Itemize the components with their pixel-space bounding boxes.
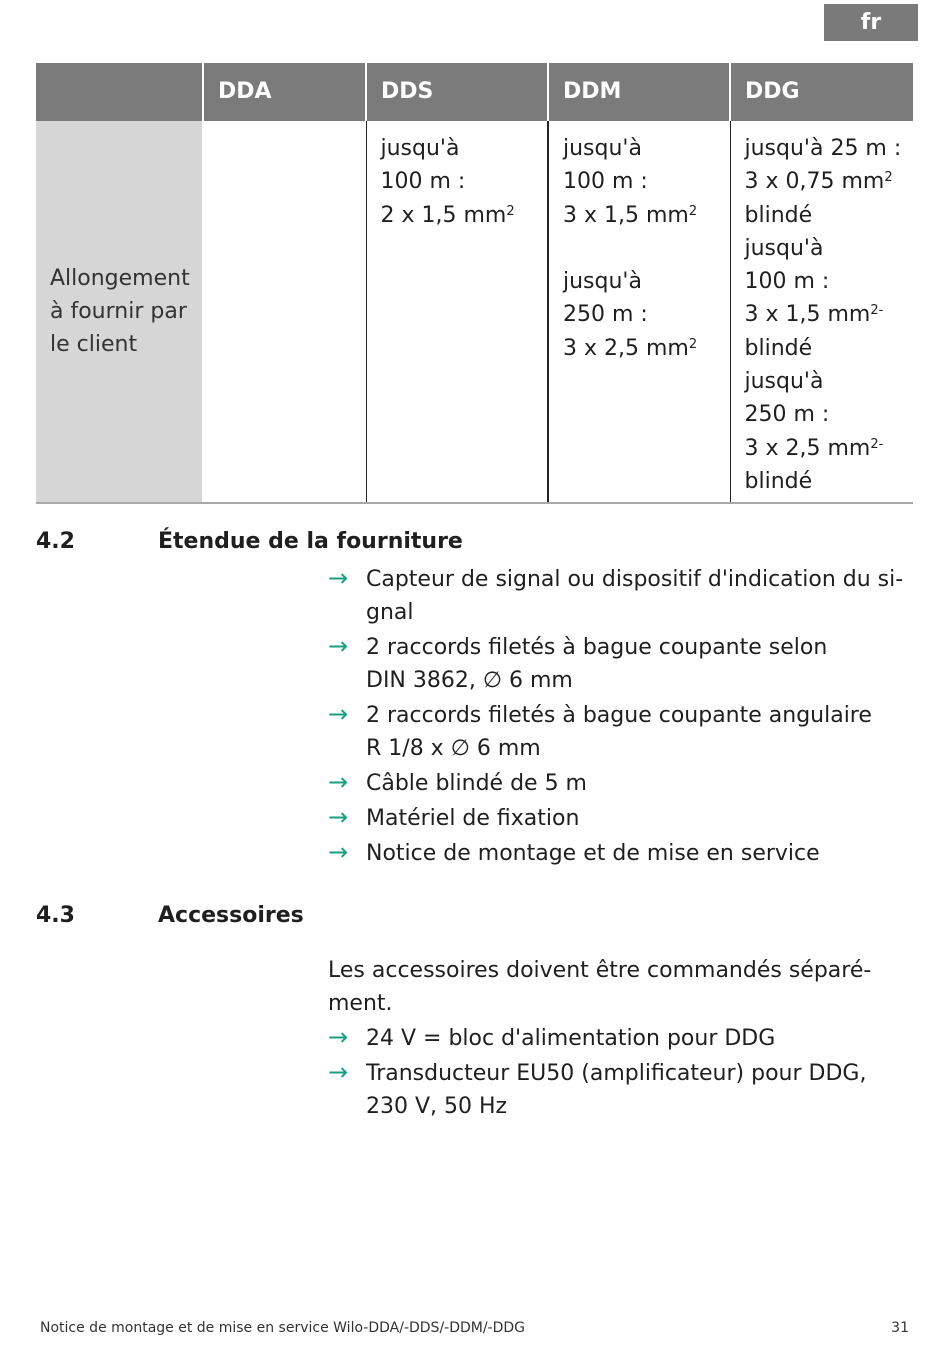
accessories-list — [328, 1022, 913, 1125]
table-row — [36, 121, 913, 503]
list-item: → 2 raccords filetés à bague coupante angulaire R 1/8 x ∅ 6 mm — [328, 700, 872, 761]
cell-line: jusqu'à — [563, 136, 642, 161]
list-item: → Capteur de signal ou dispositif d'indication du si- gnal — [328, 564, 904, 625]
arrow-right-icon: → — [328, 1023, 349, 1051]
row-label-line: le client — [50, 332, 138, 358]
list-item: → Transducteur EU50 (amplificateur) pour DDG, 230 V, 50 Hz — [328, 1058, 867, 1119]
delivery-scope-list — [328, 563, 913, 872]
cell-line: blindé — [744, 202, 813, 228]
cell-line: 3 x 2,5 $mm^2$ — [563, 335, 698, 361]
cell-line: 3 x 1,5 $mm^2$ — [563, 202, 698, 228]
cell-line: jusqu'à 25 m : — [744, 136, 902, 161]
row-label-extension — [36, 121, 203, 503]
language-tab: fr — [824, 4, 918, 41]
row-label-line: à fournir par — [50, 298, 187, 324]
cell-line: 3 x 1,5 $mm^{2-}$ — [744, 302, 884, 328]
cell-line: blindé — [744, 335, 813, 361]
arrow-right-icon: → — [328, 803, 349, 831]
arrow-right-icon: → — [328, 564, 349, 592]
cell-line: 250 m : — [744, 402, 830, 428]
section-title: Étendue de la fourniture — [158, 529, 463, 554]
cell-dda — [203, 121, 366, 503]
cell-ddg — [730, 121, 913, 503]
section-title: Accessoires — [158, 903, 304, 928]
cell-line: 2 x 1,5 $mm^2$ — [380, 202, 515, 228]
list-item: → Câble blindé de 5 m — [328, 767, 913, 800]
cell-line: 250 m : — [563, 302, 648, 328]
list-item: → 2 raccords filetés à bague coupante selon DIN 3862, ∅ 6 mm — [328, 632, 828, 693]
arrow-right-icon: → — [328, 700, 349, 728]
list-item: → 24 V = bloc d'alimentation pour DDG — [328, 1022, 913, 1055]
cell-ddm — [548, 121, 730, 503]
cell-line: 3 x 2,5 $mm^{2-}$ — [744, 435, 884, 461]
arrow-right-icon: → — [328, 768, 349, 796]
cell-dds — [366, 121, 548, 503]
page-number: 31 — [891, 1320, 909, 1336]
section-number: 4.2 — [36, 529, 75, 554]
cell-line: 100 m : — [744, 269, 830, 295]
header-empty — [36, 63, 203, 121]
cell-line: jusqu'à — [744, 235, 824, 261]
header-dda: DDA — [203, 63, 366, 121]
cell-line: jusqu'à — [744, 369, 824, 395]
cell-line: jusqu'à — [380, 136, 460, 161]
cell-line: jusqu'à — [563, 269, 642, 295]
arrow-right-icon: → — [328, 838, 349, 866]
cell-line: blindé — [744, 468, 813, 494]
list-item: → Notice de montage et de mise en service — [328, 837, 913, 870]
arrow-right-icon: → — [328, 632, 349, 660]
cell-spacer — [563, 232, 716, 265]
accessories-intro: Les accessoires doivent être commandés séparé- ment. — [328, 958, 872, 1016]
cell-line: 100 m : — [563, 169, 648, 195]
header-dds: DDS — [366, 63, 548, 121]
header-ddg: DDG — [730, 63, 913, 121]
list-item: → Matériel de fixation — [328, 802, 913, 835]
section-number: 4.3 — [36, 903, 75, 928]
arrow-right-icon: → — [328, 1058, 349, 1086]
table-header-row — [36, 63, 913, 121]
footer-text: Notice de montage et de mise en service Wilo-DDA/-DDS/-DDM/-DDG — [40, 1320, 526, 1336]
row-label-line: Allongement — [50, 265, 190, 291]
header-ddm: DDM — [548, 63, 730, 121]
cell-line: 3 x 0,75 $mm^2$ — [744, 169, 893, 195]
spec-table — [36, 63, 913, 504]
cell-line: 100 m : — [380, 169, 466, 195]
